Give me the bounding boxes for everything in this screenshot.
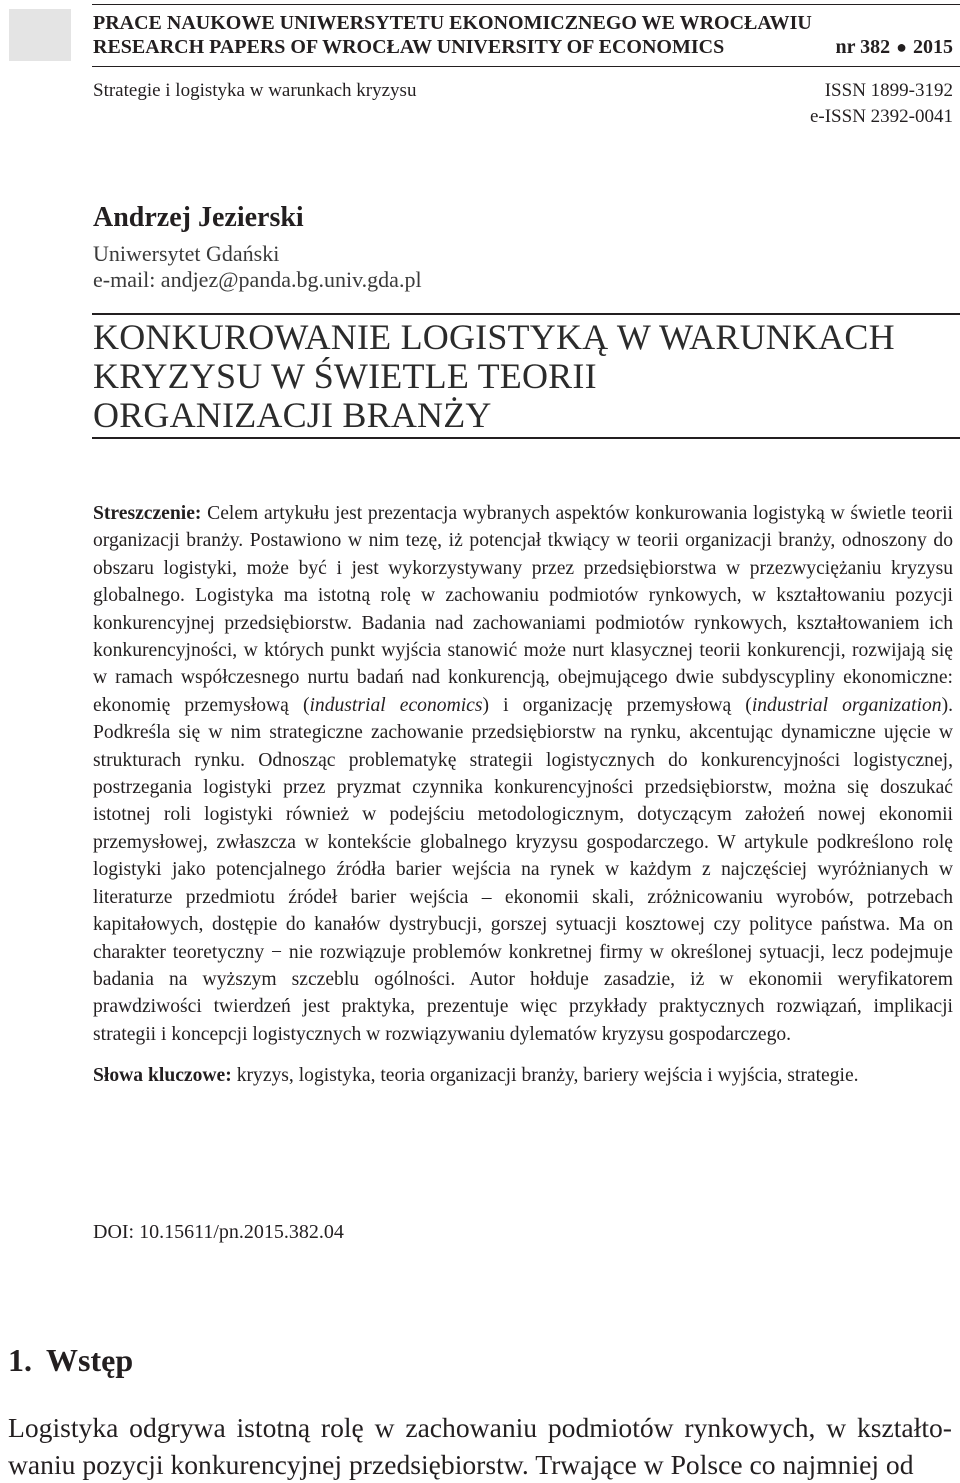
- title-line-3: ORGANIZACJI BRANŻY: [93, 395, 492, 435]
- journal-title-pl: PRACE NAUKOWE UNIWERSYTETU EKONOMICZNEGO WE WROCŁAWIU: [93, 12, 812, 34]
- issue-bullet: ●: [896, 37, 907, 57]
- doi[interactable]: DOI: 10.15611/pn.2015.382.04: [93, 1221, 344, 1243]
- keywords-label: Słowa kluczowe:: [93, 1065, 232, 1087]
- abstract-italic-2: industrial organization: [751, 694, 942, 716]
- article-title: [93, 318, 895, 435]
- abstract-label: Streszczenie:: [93, 503, 202, 524]
- title-bottom-rule: [92, 437, 960, 439]
- abstract: [93, 500, 953, 1090]
- section-number: 1.: [8, 1342, 32, 1378]
- section-heading: [8, 1342, 133, 1379]
- keywords-text: kryzys, logistyka, teoria organizacji branży, bariery wejścia i wyjścia, strategie.: [231, 1065, 859, 1087]
- issue-year: 2015: [913, 36, 953, 58]
- keywords: [93, 1062, 953, 1089]
- author-name: Andrzej Jezierski: [93, 202, 304, 233]
- section-title: Wstęp: [46, 1342, 134, 1378]
- issue-info: [835, 36, 953, 58]
- author-affiliation: Uniwersytet Gdański: [93, 241, 280, 266]
- eissn: e-ISSN 2392-0041: [809, 106, 953, 127]
- abstract-text-2: ) i organizację przemysłową (: [482, 694, 752, 716]
- title-line-1: KONKUROWANIE LOGISTYKĄ W WARUNKACH: [93, 317, 895, 357]
- journal-title-en: RESEARCH PAPERS OF WROCŁAW UNIVERSITY OF ECONOMICS: [93, 36, 725, 58]
- title-line-2: KRYZYSU W ŚWIETLE TEORII: [93, 356, 597, 396]
- issn: ISSN 1899-3192: [824, 80, 953, 101]
- header-top-rule: [92, 4, 960, 5]
- journal-title-en-row: [93, 36, 953, 58]
- title-top-rule: [92, 313, 960, 315]
- author-email[interactable]: e-mail: andjez@panda.bg.univ.gda.pl: [93, 267, 422, 292]
- section-body-text: Logistyka odgrywa istotną rolę w zachowaniu podmiotów rynkowych, w kształtowaniu pozycji konkurencyjnej przedsiębiorstw. Trwające w Polsce co najmniej od: [8, 1412, 952, 1480]
- abstract-text-1: Celem artykułu jest prezentacja wybranych aspektów konkurowania logistyką w świetle teorii organizacji branży. Postawiono w nim tezę, iż potencjał tkwiący w teorii organizacji branży, odnoszony do obszaru logistyki, może być i jest wykorzystywany przez przedsiębiorstwa w przezwyciężaniu kryzysu globalnego. Logistyka ma istotną rolę w zachowaniu podmiotów rynkowych, w kształtowaniu pozycji konkurencyjnej przedsiębiorstw. Badania nad zachowaniami podmiotów rynkowych, kształtowaniem ich konkurencyjności, w których punkt wyjścia stanowić może nurt klasycznej teorii konkurencji, rozwijają się w ramach współczesnego nurtu badań nad konkurencją, obejmującego dwie subdyscypliny ekonomiczne: ekonomię przemysłową (: [93, 503, 953, 716]
- header-middle-rule: [92, 66, 960, 67]
- abstract-italic-1: industrial economics: [309, 694, 483, 716]
- header-corner-box: [9, 9, 71, 61]
- series-title: Strategie i logistyka w warunkach kryzysu: [93, 80, 417, 101]
- issue-number: nr 382: [835, 36, 891, 58]
- abstract-text-3: ). Podkreśla się w nim strategiczne zachowanie przedsiębiorstw na rynku, akcentując dynamiczne ujęcie w strukturach rynku. Odnosząc problematykę strategii logistycznych do konkurencyjności logistycznej, postrzegania logistyki przez pryzmat czynnika konkurencyjności przedsiębiorstw, można się doszukać istotnej roli logistyki również w podejściu metodologicznym, dotyczącym założeń nowej ekonomii przemysłowej, zwłaszcza w kontekście globalnego kryzysu gospodarczego. W artykule podkreślono rolę logistyki jako potencjalnego źródła barier wejścia na rynek w każdym z najczęściej wyróżnianych w literaturze przedmiotu źródeł barier wejścia – ekonomii skali, zróżnicowaniu wyrobów, potrzebach kapitałowych, dostępie do kanałów dystrybucji, gorszej sytuacji kosztowej czy polityce państwa. Ma on charakter teoretyczny − nie rozwiązuje problemów konkretnej firmy w określonej sytuacji, lecz podejmuje badania na wyższym szczeblu ogólności. Autor hołduje zasadzie, iż w ekonomii weryfikatorem prawdziwości twierdzeń jest praktyka, prezentuje więc przykłady praktycznych rozwiązań, implikacji strategii i koncepcji logistycznych w rozwiązywaniu dylematów kryzysu gospodarczego.: [93, 694, 954, 1045]
- series-row: [93, 80, 953, 102]
